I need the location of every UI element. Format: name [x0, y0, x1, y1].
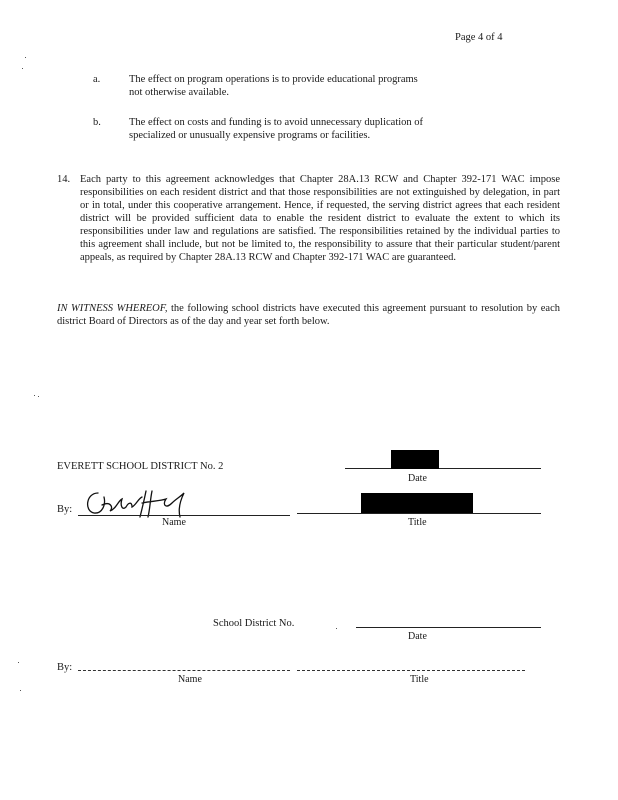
witness-paragraph [57, 302, 560, 328]
by-label-1: By: [57, 504, 73, 515]
date-label-1: Date [408, 473, 427, 484]
scan-speck [18, 662, 19, 663]
scan-speck [34, 395, 35, 396]
item-14-number: 14. [57, 174, 71, 185]
by-label-2: By: [57, 662, 73, 673]
subitem-a-text: The effect on program operations is to provide educational programs not otherwise available. [129, 74, 418, 98]
scan-speck [336, 628, 337, 629]
scan-speck [22, 68, 23, 69]
item-14-text: Each party to this agreement acknowledges that Chapter 28A.13 RCW and Chapter 392-171 WAC impose responsibilities on each resident district and that those responsibilities are not extinguished by delegation, in part or in total, under this cooperative arrangement. Hence, if requested, the serving district agrees that each resident district will be provided sufficient data to enable the resident district to evaluate the extent to which its responsibilities under law and regulations are satisfied. The responsibilities retained by the individual parties to this agreement shall include, but not be limited to, the responsibility to assure that their particular student/parent appeals, as required by Chapter 28A.13 RCW and Chapter 392-171 WAC are guaranteed. [80, 174, 560, 263]
name-label-2: Name [178, 674, 202, 685]
name-label-1: Name [162, 517, 186, 528]
name-line-2 [78, 670, 290, 671]
subitem-b-text: The effect on costs and funding is to avoid unnecessary duplication of specialized or unusually expensive programs or facilities. [129, 117, 424, 141]
title-line-1 [297, 513, 541, 514]
scan-speck [20, 690, 21, 691]
witness-rest: the following school districts have executed this agreement pursuant to resolution by each district Board of Directors as of the day and year set forth below. [57, 303, 561, 327]
scan-speck [38, 396, 39, 397]
redaction-box-title [361, 493, 473, 513]
scan-speck [25, 57, 26, 58]
witness-lead: IN WITNESS WHEREOF, [57, 303, 168, 314]
title-label-2: Title [410, 674, 429, 685]
district-name-blank: School District No. [213, 618, 295, 629]
title-line-2 [297, 670, 525, 671]
name-line-1 [78, 515, 290, 516]
date-line-1 [345, 468, 541, 469]
subitem-b-marker: b. [93, 117, 101, 128]
title-label-1: Title [408, 517, 427, 528]
date-label-2: Date [408, 631, 427, 642]
subitem-a-marker: a. [93, 74, 101, 85]
date-line-2 [356, 627, 541, 628]
redaction-box-date [391, 450, 439, 469]
district-name-everett: EVERETT SCHOOL DISTRICT No. 2 [57, 461, 224, 472]
page-number: Page 4 of 4 [455, 32, 503, 43]
